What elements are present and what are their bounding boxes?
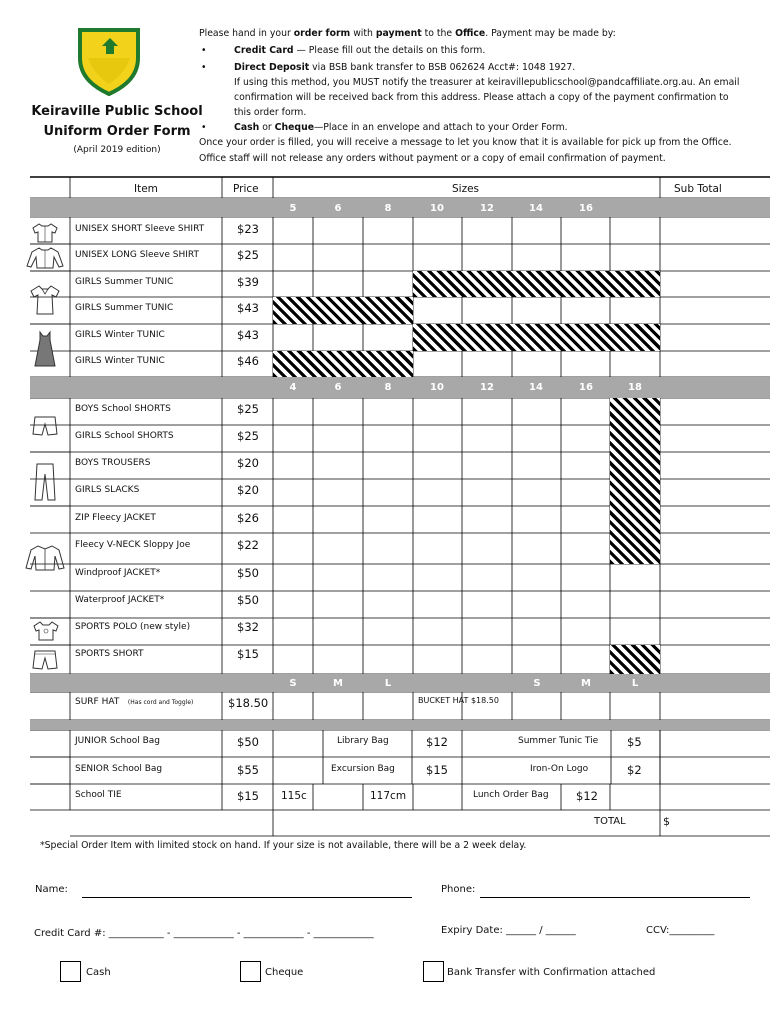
ccv-field[interactable]: CCV:_________: [646, 925, 715, 936]
surf-hat-label: SURF HAT (Has cord and Toggle): [75, 697, 194, 707]
item-price: $23: [237, 222, 259, 236]
trousers-icon: [34, 462, 56, 506]
size-label-hats: M: [581, 678, 591, 689]
size-band-shorts: [30, 377, 770, 398]
winter-tunic-icon: [30, 330, 60, 372]
item-price: $39: [237, 275, 259, 289]
total-label: TOTAL: [594, 816, 626, 827]
unavailable-cell: [610, 645, 660, 674]
summer-tunic-icon: [27, 284, 63, 320]
size-label-shirts: 12: [480, 203, 494, 214]
item-name: UNISEX LONG Sleeve SHIRT: [75, 250, 199, 260]
unavailable-cell: [413, 324, 660, 351]
unavailable-cell: [610, 398, 660, 564]
size-label-shirts: 16: [579, 203, 593, 214]
size-label-shirts: 5: [289, 203, 297, 214]
intro-line: Please hand in your order form with payment to the Office. Payment may be made by:: [199, 28, 616, 39]
library-bag-price: $12: [426, 735, 448, 749]
item-name: GIRLS SLACKS: [75, 485, 140, 495]
size-label-shorts: 8: [384, 382, 392, 393]
size-label-shirts: 10: [430, 203, 444, 214]
item-price: $20: [237, 456, 259, 470]
item-name: GIRLS Winter TUNIC: [75, 330, 165, 340]
cheque-label: Cheque: [265, 967, 304, 978]
unavailable-cell: [273, 297, 413, 324]
iron-logo-price: $2: [627, 763, 642, 777]
junior-bag-label: JUNIOR School Bag: [75, 736, 160, 746]
size-label-shirts: 14: [529, 203, 543, 214]
item-price: $46: [237, 354, 259, 368]
item-name: Windproof JACKET*: [75, 568, 161, 578]
cash-option: • Cash or Cheque—Place in an envelope and attach to your Order Form.: [201, 122, 568, 133]
item-price: $32: [237, 620, 259, 634]
school-tie-price: $15: [237, 789, 259, 803]
size-label-shorts: 18: [628, 382, 642, 393]
name-field[interactable]: [82, 897, 412, 898]
direct-deposit-option: • Direct Deposit via BSB bank transfer to BSB 062624 Acct#: 1048 1927. If using this method, you MUST notify the treasurer at keiravillepublicschool@pandcaffiliate.org.au. An email confirmation will be received back from this address. Please attach a copy of the payment confirmation to this order form.: [201, 62, 740, 118]
surf-hat-price: $18.50: [228, 696, 269, 710]
long-sleeve-shirt-icon: [26, 246, 64, 274]
bank-transfer-label: Bank Transfer with Confirmation attached: [447, 967, 656, 978]
credit-card-field[interactable]: Credit Card #: ___________ - ____________ - ____________ - ____________: [34, 928, 374, 939]
item-name: BOYS TROUSERS: [75, 458, 151, 468]
size-label-shorts: 12: [480, 382, 494, 393]
item-name: GIRLS School SHORTS: [75, 431, 174, 441]
cash-label: Cash: [86, 967, 111, 978]
item-price: $15: [237, 647, 259, 661]
item-name: GIRLS Summer TUNIC: [75, 277, 174, 287]
sports-short-icon: [32, 648, 58, 676]
header-subtotal: Sub Total: [674, 183, 722, 195]
item-price: $43: [237, 301, 259, 315]
release-line: Office staff will not release any orders without payment or a copy of email confirmation of payment.: [199, 153, 666, 164]
size-label-shorts: 14: [529, 382, 543, 393]
library-bag-label: Library Bag: [337, 736, 389, 746]
size-label-shirts: 8: [384, 203, 392, 214]
cash-checkbox[interactable]: [60, 961, 81, 982]
senior-bag-price: $55: [237, 763, 259, 777]
size-band-shirts: [30, 198, 770, 217]
header-item: Item: [134, 183, 158, 195]
phone-field[interactable]: [480, 897, 750, 898]
separator-band: [30, 720, 770, 730]
item-price: $22: [237, 538, 259, 552]
item-name: Waterproof JACKET*: [75, 595, 165, 605]
item-name: GIRLS Summer TUNIC: [75, 303, 174, 313]
item-price: $25: [237, 429, 259, 443]
size-label-shorts: 6: [334, 382, 342, 393]
summer-tie-label: Summer Tunic Tie: [518, 736, 599, 746]
size-label-hats: S: [289, 678, 297, 689]
excursion-bag-price: $15: [426, 763, 448, 777]
sports-polo-icon: [31, 620, 61, 646]
item-name: BOYS School SHORTS: [75, 404, 171, 414]
lunch-bag-label: Lunch Order Bag: [473, 790, 549, 800]
header-sizes: Sizes: [452, 183, 480, 195]
item-price: $50: [237, 566, 259, 580]
phone-label: Phone:: [441, 884, 476, 895]
size-label-hats: M: [333, 678, 343, 689]
size-band-hats: [30, 674, 770, 692]
item-name: SPORTS SHORT: [75, 649, 144, 659]
header-price: Price: [233, 183, 259, 195]
size-label-hats: L: [384, 678, 392, 689]
pickup-line: Once your order is filled, you will receive a message to let you know that it is available for pick up from the Office.: [199, 137, 732, 148]
size-label-shirts: 6: [334, 203, 342, 214]
senior-bag-label: SENIOR School Bag: [75, 764, 163, 774]
special-order-footnote: *Special Order Item with limited stock on hand. If your size is not available, there will be a 2 week delay.: [40, 840, 527, 851]
form-title: Uniform Order Form: [43, 124, 191, 139]
item-name: SPORTS POLO (new style): [75, 622, 191, 632]
size-label-shorts: 4: [289, 382, 297, 393]
item-price: $25: [237, 248, 259, 262]
item-price: $20: [237, 483, 259, 497]
lunch-bag-price: $12: [576, 789, 598, 803]
item-price: $25: [237, 402, 259, 416]
item-price: $26: [237, 511, 259, 525]
tie-115-label: 115c: [281, 790, 307, 802]
bucket-hat-label: BUCKET HAT $18.50: [418, 696, 499, 705]
unavailable-cell: [413, 271, 660, 297]
summer-tie-price: $5: [627, 735, 642, 749]
size-label-hats: S: [533, 678, 541, 689]
short-sleeve-shirt-icon: [30, 222, 60, 248]
jacket-icon: [24, 544, 66, 576]
name-label: Name:: [35, 884, 68, 895]
item-price: $43: [237, 328, 259, 342]
tie-117-label: 117cm: [370, 790, 407, 802]
total-currency: $: [663, 815, 670, 828]
size-label-hats: L: [631, 678, 639, 689]
junior-bag-price: $50: [237, 735, 259, 749]
bank-transfer-checkbox[interactable]: [423, 961, 444, 982]
item-name: UNISEX SHORT Sleeve SHIRT: [75, 224, 205, 234]
item-name: Fleecy V-NECK Sloppy Joe: [75, 540, 191, 550]
form-edition: (April 2019 edition): [73, 145, 161, 155]
school-shorts-icon: [32, 414, 58, 442]
cheque-checkbox[interactable]: [240, 961, 261, 982]
unavailable-cell: [273, 351, 413, 377]
size-label-shorts: 10: [430, 382, 444, 393]
item-name: GIRLS Winter TUNIC: [75, 356, 165, 366]
credit-card-option: • Credit Card — Please fill out the details on this form.: [201, 45, 486, 56]
size-label-shorts: 16: [579, 382, 593, 393]
expiry-date-field[interactable]: Expiry Date: ______ / ______: [441, 925, 576, 936]
school-tie-label: School TIE: [75, 790, 122, 800]
item-price: $50: [237, 593, 259, 607]
item-name: ZIP Fleecy JACKET: [75, 513, 156, 523]
iron-logo-label: Iron-On Logo: [530, 764, 589, 774]
school-name: Keiraville Public School: [31, 104, 203, 119]
excursion-bag-label: Excursion Bag: [331, 764, 395, 774]
